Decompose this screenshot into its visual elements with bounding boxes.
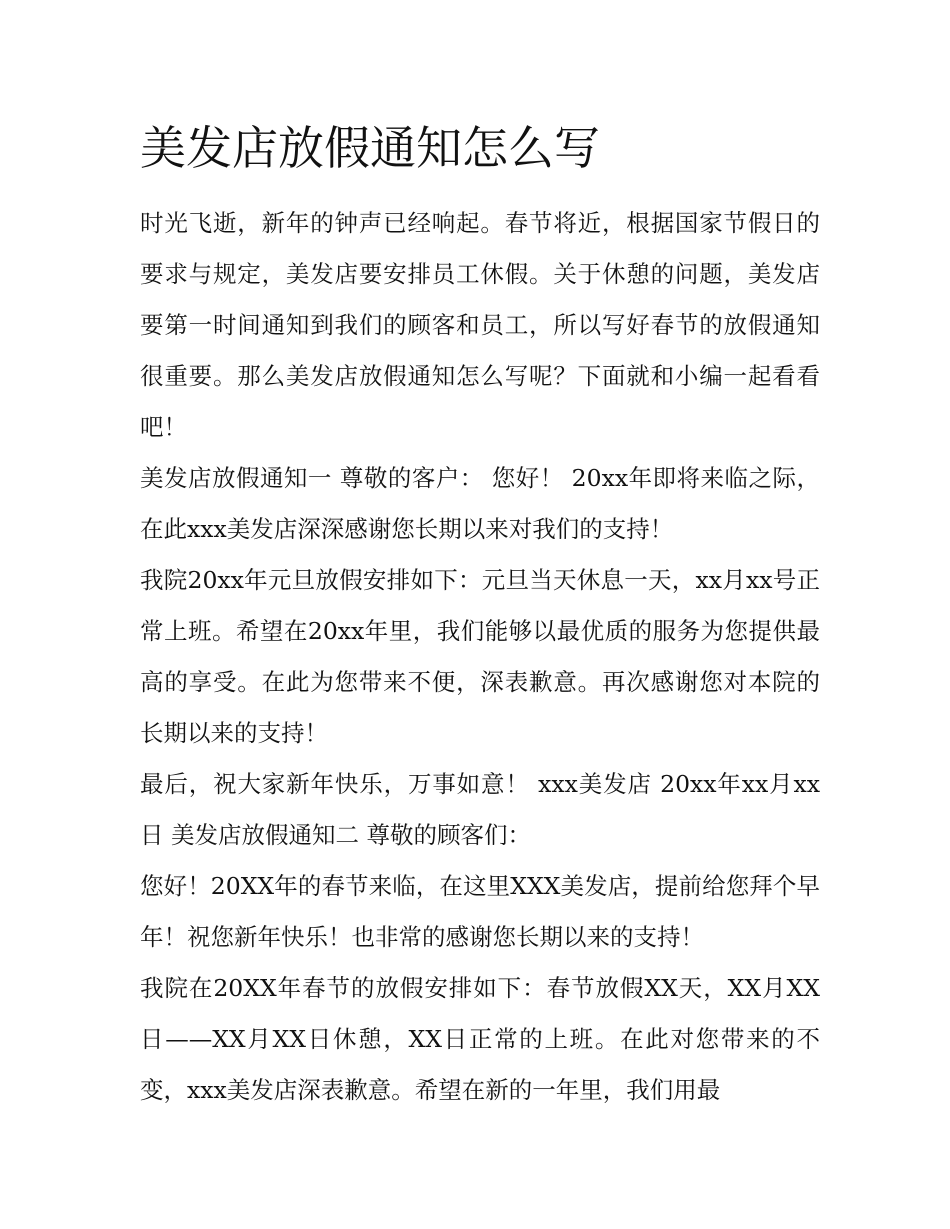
paragraph-notice-one-closing: 最后，祝大家新年快乐，万事如意！ xxx美发店 20xx年xx月xx日 美发店放假通知二 尊敬的顾客们： [140, 770, 820, 849]
paragraph-notice-two-greeting: 您好！20XX年的春节来临，在这里XXX美发店，提前给您拜个早年！祝您新年快乐！也非常的感谢您长期以来的支持！ [140, 872, 820, 951]
paragraph-intro: 时光飞逝，新年的钟声已经响起。春节将近，根据国家节假日的要求与规定，美发店要安排员工休假。关于休憩的问题，美发店要第一时间通知到我们的顾客和员工，所以写好春节的放假通知很重要。那么美发店放假通知怎么写呢？下面就和小编一起看看吧！ [140, 209, 820, 441]
paragraph-notice-one-schedule: 我院20xx年元旦放假安排如下：元旦当天休息一天，xx月xx号正常上班。希望在20xx年里，我们能够以最优质的服务为您提供最高的享受。在此为您带来不便，深表歉意。再次感谢您对本院的长期以来的支持！ [140, 566, 820, 747]
document-page [140, 0, 820, 1229]
document-body [140, 198, 820, 1116]
document-title: 美发店放假通知怎么写 [140, 121, 600, 175]
paragraph-notice-one-greeting: 美发店放假通知一 尊敬的客户： 您好！ 20xx年即将来临之际，在此xxx美发店深深感谢您长期以来对我们的支持！ [140, 464, 820, 543]
paragraph-notice-two-schedule: 我院在20XX年春节的放假安排如下：春节放假XX天，XX月XX日——XX月XX日休憩，XX日正常的上班。在此对您带来的不变，xxx美发店深表歉意。希望在新的一年里，我们用最 [140, 974, 820, 1104]
